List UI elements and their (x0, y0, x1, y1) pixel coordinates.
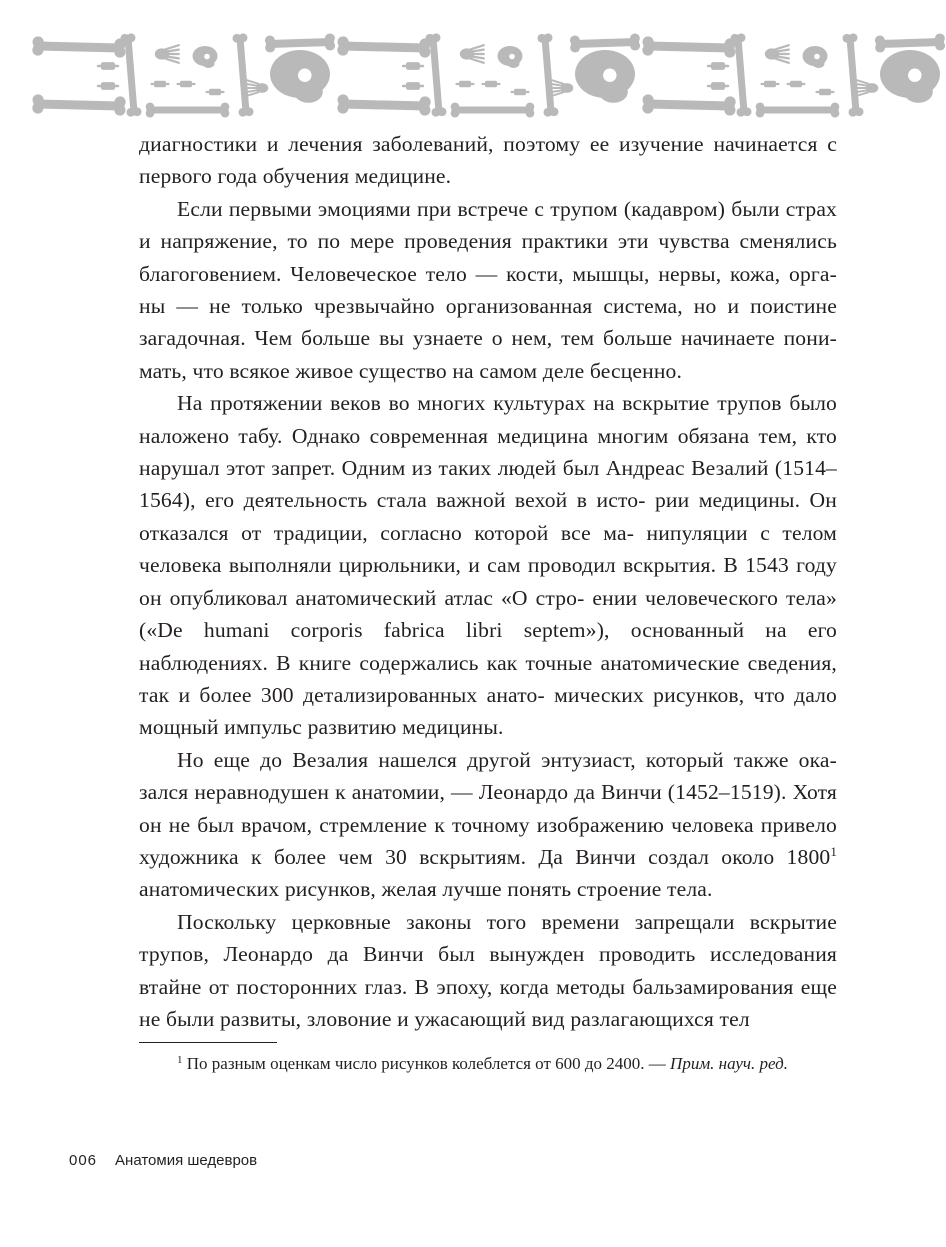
text-line: трупов, Леонардо да Винчи был вынужден проводить исследования (139, 942, 837, 967)
footnote (139, 1050, 837, 1077)
text-line: и напряжение, то по мере проведения практики эти чувства сменялись (139, 229, 837, 254)
text-line: Но еще до Везалия нашелся другой энтузиаст, который также ока- (177, 747, 837, 772)
text-line: тем, кто нарушал этот запрет. Одним из таких людей был Андреас (139, 423, 837, 481)
text-line: диагностики и лечения заболеваний, поэтому ее изучение начинается (139, 132, 818, 156)
text-line: анатомических рисунков, желая лучше понять строение тела. (139, 877, 713, 902)
page-number: 006 (69, 1152, 98, 1169)
text-line: с первого года обучения медицине. (139, 132, 837, 189)
footnote-editor-note: Прим. науч. ред. (670, 1054, 789, 1073)
footnote-reference[interactable]: 1 (830, 843, 837, 859)
text-line: Везалий (1514–1564), его деятельность стала важной вехой в исто- (139, 456, 837, 513)
footnote-text: По разным оценкам число рисунков колеблется от 600 до 2400. — (186, 1054, 666, 1073)
text-line: Хотя он не был врачом, стремление к точному изображению человека (139, 780, 837, 837)
text-line: Поскольку церковные законы того времени запрещали вскрытие (177, 909, 837, 934)
footnote-marker: 1 (177, 1054, 183, 1066)
text-line: Если первыми эмоциями при встрече с трупом (кадавром) были страх (177, 196, 837, 221)
text-line: основанный на его наблюдениях. В книге содержались как точные (139, 618, 837, 675)
text-line: мических рисунков, что дало мощный импульс развитию медицины. (139, 682, 837, 740)
text-line: ны — не только чрезвычайно организованная система, но и поистине (139, 294, 837, 319)
text-line: рии медицины. Он отказался от традиции, согласно которой все ма- (139, 488, 837, 545)
footnote-divider (139, 1042, 277, 1043)
text-line: благоговением. Человеческое тело — кости, мышцы, нервы, кожа, орга- (139, 261, 837, 286)
skeleton-bones-icon (0, 26, 946, 118)
text-line: загадочная. Чем больше вы узнаете о нем, тем больше начинаете пони- (139, 326, 837, 351)
body-text (139, 128, 837, 1035)
text-line: еще не были развиты, зловоние и ужасающий вид разлагающихся тел (139, 974, 837, 1031)
text-line: ении человеческого тела» («De humani corporis fabrica libri septem»), (139, 585, 837, 643)
paragraph-4 (139, 744, 837, 906)
text-line: втайне от посторонних глаз. В эпоху, когда методы бальзамирования (139, 974, 794, 999)
running-title: Анатомия шедевров (115, 1152, 258, 1169)
text-line: вскрытия. В 1543 году он опубликовал анатомический атлас «О стро- (139, 553, 837, 610)
text-line: мать, что всякое живое существо на самом деле бесценно. (139, 358, 683, 383)
text-line: анатомические сведения, так и более 300 детализированных анато- (139, 650, 837, 707)
text-line: было наложено табу. Однако современная медицина многим обязана (139, 391, 837, 448)
text-line: зался неравнодушен к анатомии, — Леонардо да Винчи (1452–1519). (139, 780, 787, 805)
paragraph-3 (139, 387, 837, 743)
page-footer (69, 1151, 257, 1171)
text-line: На протяжении веков во многих культурах на вскрытие трупов (177, 391, 782, 416)
number-1800: 1800 (786, 844, 831, 869)
paragraph-5 (139, 906, 837, 1036)
text-line: привело художника к более чем 30 вскрытиям. Да Винчи создал около (139, 812, 837, 869)
text-line: нипуляции с телом человека выполняли цирюльники, и сам проводил (139, 520, 837, 578)
bones-ornament-banner (0, 26, 946, 118)
paragraph-1 (139, 128, 837, 193)
paragraph-2 (139, 193, 837, 387)
